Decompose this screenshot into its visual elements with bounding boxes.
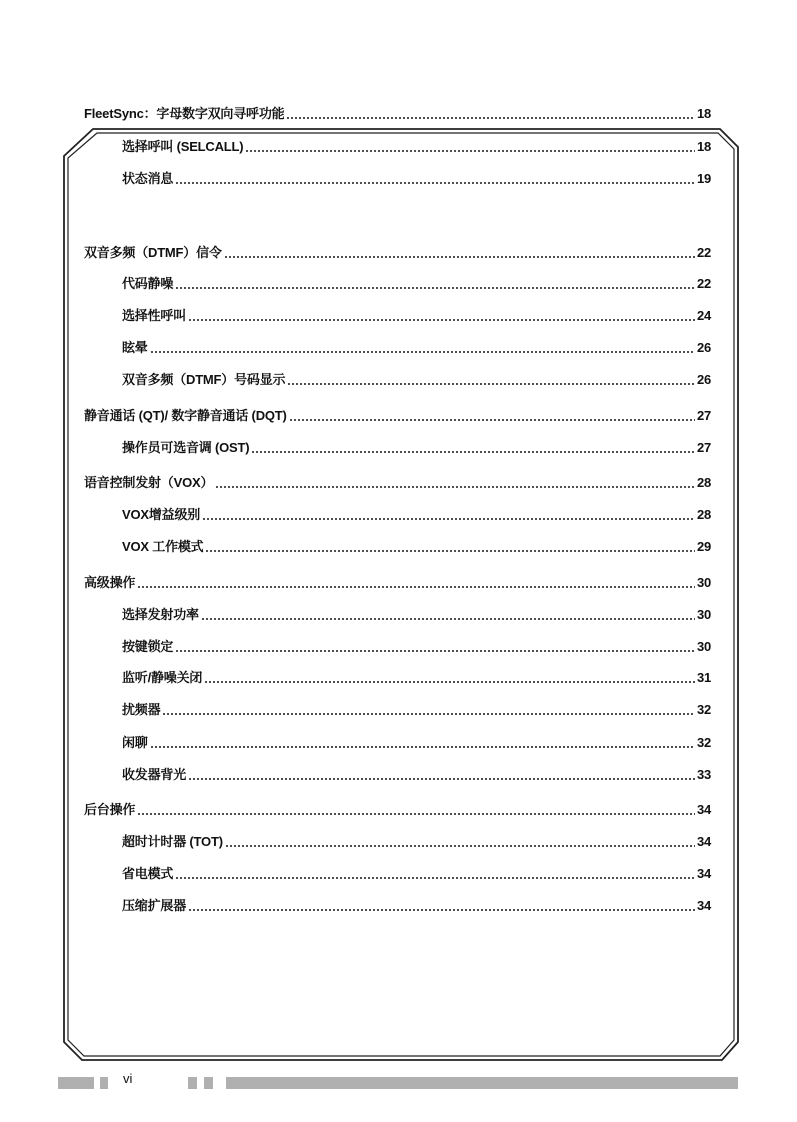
toc-subsection-entry[interactable] xyxy=(0,765,711,783)
toc-subsection-entry[interactable] xyxy=(0,505,711,523)
toc-entry-page-number: 30 xyxy=(696,575,711,590)
toc-section-entry[interactable] xyxy=(0,406,711,424)
dot-leader xyxy=(175,287,695,289)
footer-bar-segment xyxy=(204,1077,213,1089)
toc-entry-page-number: 32 xyxy=(696,735,711,750)
toc-entry-page-number: 27 xyxy=(696,408,711,423)
dot-leader xyxy=(245,150,695,152)
toc-subsection-entry[interactable] xyxy=(0,169,711,187)
dot-leader xyxy=(175,650,695,652)
toc-subsection-entry[interactable] xyxy=(0,637,711,655)
toc-entry-page-number: 18 xyxy=(696,106,711,121)
toc-entry-page-number: 24 xyxy=(696,308,711,323)
toc-entry-title: 扰频器 xyxy=(122,702,161,717)
dot-leader xyxy=(204,681,695,683)
toc-entry-page-number: 34 xyxy=(696,898,711,913)
page-number: vi xyxy=(123,1071,133,1086)
dot-leader xyxy=(137,586,695,588)
toc-entry-title: 监听/静噪关闭 xyxy=(122,670,203,685)
toc-entry-page-number: 22 xyxy=(696,245,711,260)
toc-section-entry[interactable] xyxy=(0,104,711,122)
toc-entry-title: 静音通话 (QT)/ 数字静音通话 (DQT) xyxy=(84,408,287,423)
dot-leader xyxy=(162,713,695,715)
toc-entry-title: 双音多频（DTMF）信令 xyxy=(84,245,222,260)
toc-entry-page-number: 28 xyxy=(696,507,711,522)
toc-subsection-entry[interactable] xyxy=(0,338,711,356)
toc-entry-page-number: 26 xyxy=(696,372,711,387)
dot-leader xyxy=(188,909,695,911)
toc-entry-title: 压缩扩展器 xyxy=(122,898,187,913)
toc-entry-title: 按键锁定 xyxy=(122,639,174,654)
toc-entry-title: 超时计时器 (TOT) xyxy=(122,834,223,849)
dot-leader xyxy=(215,486,695,488)
toc-entry-page-number: 30 xyxy=(696,607,711,622)
dot-leader xyxy=(287,383,695,385)
dot-leader xyxy=(175,182,695,184)
toc-entry-page-number: 32 xyxy=(696,702,711,717)
toc-entry-title: 省电模式 xyxy=(122,866,174,881)
footer-bar-segment xyxy=(58,1077,94,1089)
dot-leader xyxy=(188,778,695,780)
toc-entry-page-number: 34 xyxy=(696,834,711,849)
dot-leader xyxy=(150,746,695,748)
toc-entry-title: 闲聊 xyxy=(122,735,148,750)
toc-entry-page-number: 33 xyxy=(696,767,711,782)
toc-subsection-entry[interactable] xyxy=(0,537,711,555)
toc-subsection-entry[interactable] xyxy=(0,733,711,751)
toc-section-entry[interactable] xyxy=(0,573,711,591)
toc-entry-page-number: 34 xyxy=(696,802,711,817)
toc-entry-page-number: 27 xyxy=(696,440,711,455)
dot-leader xyxy=(251,451,695,453)
dot-leader xyxy=(188,319,695,321)
dot-leader xyxy=(286,117,695,119)
dot-leader xyxy=(205,550,694,552)
toc-subsection-entry[interactable] xyxy=(0,896,711,914)
toc-entry-title: VOX 工作模式 xyxy=(122,539,204,554)
toc-subsection-entry[interactable] xyxy=(0,370,711,388)
footer-bar-segment xyxy=(100,1077,108,1089)
dot-leader xyxy=(137,813,695,815)
toc-entry-title: 代码静噪 xyxy=(122,276,174,291)
toc-subsection-entry[interactable] xyxy=(0,700,711,718)
toc-entry-page-number: 34 xyxy=(696,866,711,881)
toc-entry-page-number: 18 xyxy=(696,139,711,154)
dot-leader xyxy=(175,877,695,879)
toc-entry-title: VOX增益级别 xyxy=(122,507,201,522)
dot-leader xyxy=(201,618,695,620)
toc-section-entry[interactable] xyxy=(0,473,711,491)
toc-section-entry[interactable] xyxy=(0,800,711,818)
toc-entry-page-number: 19 xyxy=(696,171,711,186)
toc-entry-title: 眩晕 xyxy=(122,340,148,355)
dot-leader xyxy=(225,845,695,847)
toc-subsection-entry[interactable] xyxy=(0,274,711,292)
toc-entry-title: FleetSync：字母数字双向寻呼功能 xyxy=(84,106,285,121)
toc-entry-title: 语音控制发射（VOX） xyxy=(84,475,214,490)
toc-subsection-entry[interactable] xyxy=(0,605,711,623)
dot-leader xyxy=(289,419,695,421)
toc-entry-title: 高级操作 xyxy=(84,575,136,590)
dot-leader xyxy=(202,518,695,520)
toc-section-entry[interactable] xyxy=(0,243,711,261)
toc-entry-page-number: 22 xyxy=(696,276,711,291)
toc-entry-page-number: 29 xyxy=(696,539,711,554)
toc-entry-page-number: 28 xyxy=(696,475,711,490)
toc-entry-title: 收发器背光 xyxy=(122,767,187,782)
toc-entry-page-number: 26 xyxy=(696,340,711,355)
toc-subsection-entry[interactable] xyxy=(0,438,711,456)
toc-subsection-entry[interactable] xyxy=(0,668,711,686)
dot-leader xyxy=(224,256,695,258)
toc-entry-title: 选择发射功率 xyxy=(122,607,199,622)
footer-bar-long xyxy=(226,1077,738,1089)
footer-bar-segment xyxy=(188,1077,197,1089)
toc-entry-title: 操作员可选音调 (OST) xyxy=(122,440,250,455)
toc-subsection-entry[interactable] xyxy=(0,864,711,882)
toc-subsection-entry[interactable] xyxy=(0,137,711,155)
toc-entry-title: 双音多频（DTMF）号码显示 xyxy=(122,372,286,387)
dot-leader xyxy=(150,351,695,353)
toc-entry-title: 状态消息 xyxy=(122,171,174,186)
toc-entry-page-number: 31 xyxy=(696,670,711,685)
toc-entry-title: 选择性呼叫 xyxy=(122,308,187,323)
toc-subsection-entry[interactable] xyxy=(0,832,711,850)
toc-entry-title: 选择呼叫 (SELCALL) xyxy=(122,139,244,154)
toc-entry-page-number: 30 xyxy=(696,639,711,654)
toc-subsection-entry[interactable] xyxy=(0,306,711,324)
toc-entry-title: 后台操作 xyxy=(84,802,136,817)
